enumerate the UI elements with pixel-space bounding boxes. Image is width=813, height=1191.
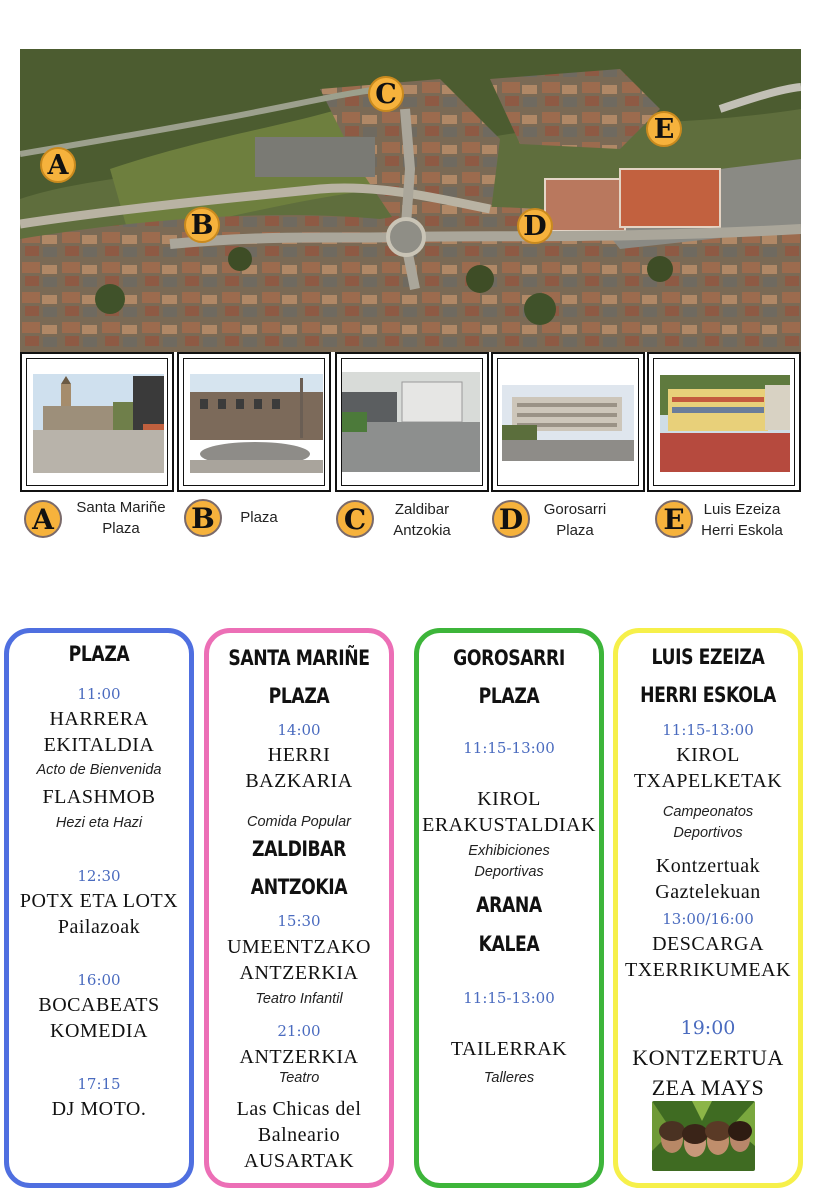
- column-subtitle: PLAZA: [478, 684, 540, 708]
- event-time: 14:00: [277, 721, 321, 739]
- event-time: 13:00/16:00: [662, 910, 754, 928]
- column-title: LUIS EZEIZA: [651, 645, 765, 669]
- event-time: 19:00: [680, 1017, 736, 1039]
- venue-title: ARANA: [476, 893, 542, 917]
- map-marker-d: D: [517, 208, 553, 244]
- event-name: TAILERRAK: [450, 1038, 568, 1060]
- map-marker-e: E: [646, 111, 682, 147]
- legend-label-zaldibar: Zaldibar Antzokia: [393, 501, 451, 539]
- photo-zaldibar-image: [342, 372, 480, 472]
- event-name: DJ MOTO.: [51, 1098, 147, 1120]
- event-time: 11:15-13:00: [662, 721, 754, 739]
- event-time: 11:00: [77, 685, 121, 703]
- map-marker-a: A: [40, 147, 76, 183]
- legend-marker-d: D: [492, 500, 530, 538]
- event-name: KONTZERTUA ZEA MAYS: [632, 1045, 784, 1100]
- event-name: HERRI BAZKARIA: [245, 744, 353, 792]
- aerial-map-image: [20, 49, 801, 352]
- photo-zaldibar-antzokia: [335, 352, 489, 492]
- schedule-column-gorosarri: [414, 628, 604, 1188]
- event-description: Exhibiciones Deportivas: [468, 843, 550, 880]
- legend-label-luis-ezeiza: Luis Ezeiza Herri Eskola: [701, 501, 783, 539]
- event-name: KIROL TXAPELKETAK: [633, 744, 783, 792]
- venue-title: ZALDIBAR: [252, 837, 346, 861]
- event-description: Acto de Bienvenida: [36, 762, 162, 778]
- legend-marker-a: A: [24, 500, 62, 538]
- band-photo-image: [652, 1101, 755, 1171]
- schedule-column-luis-ezeiza: [613, 628, 803, 1188]
- photo-luis-ezeiza-herri-eskola: [647, 352, 801, 492]
- photo-santa-marine-plaza: [20, 352, 174, 492]
- column-title: GOROSARRI: [453, 646, 565, 670]
- schedule-column-santa-marine: [204, 628, 394, 1188]
- event-name: KIROL ERAKUSTALDIAK: [422, 788, 596, 836]
- photo-santa-marine-image: [33, 374, 164, 473]
- event-time: 16:00: [77, 971, 121, 989]
- event-name: BOCABEATS KOMEDIA: [38, 994, 160, 1042]
- column-title: SANTA MARIÑE: [228, 646, 370, 670]
- event-name: Las Chicas del Balneario AUSARTAK: [236, 1098, 362, 1172]
- aerial-map: [20, 49, 801, 352]
- event-time: 21:00: [277, 1022, 321, 1040]
- map-marker-b: B: [184, 207, 220, 243]
- event-description: Talleres: [483, 1070, 535, 1086]
- event-time: 11:15-13:00: [463, 989, 555, 1007]
- event-name: Kontzertuak Gaztelekuan: [655, 855, 761, 903]
- event-name: POTX ETA LOTX Pailazoak: [19, 890, 179, 938]
- column-title: PLAZA: [68, 642, 130, 666]
- event-description: Campeonatos Deportivos: [662, 804, 754, 841]
- event-description: Comida Popular: [247, 814, 351, 830]
- photo-plaza: [177, 352, 331, 492]
- event-description: Teatro: [278, 1070, 320, 1086]
- photo-luis-ezeiza-image: [660, 375, 790, 472]
- event-name: ANTZERKIA: [239, 1046, 359, 1068]
- band-photo: [652, 1101, 755, 1171]
- event-time: 11:15-13:00: [463, 739, 555, 757]
- photo-gorosarri-image: [502, 385, 634, 461]
- event-time: 17:15: [77, 1075, 121, 1093]
- column-subtitle: HERRI ESKOLA: [640, 683, 776, 707]
- legend-label-santa-marine: Santa Mariñe Plaza: [76, 499, 166, 537]
- venue-subtitle: ANTZOKIA: [250, 875, 348, 899]
- event-time: 12:30: [77, 867, 121, 885]
- event-description: Hezi eta Hazi: [55, 815, 143, 831]
- event-name: DESCARGA TXERRIKUMEAK: [625, 933, 791, 981]
- schedule-column-plaza: [4, 628, 194, 1188]
- map-marker-c: C: [368, 76, 404, 112]
- legend-label-plaza: Plaza: [240, 509, 278, 526]
- column-subtitle: PLAZA: [268, 684, 330, 708]
- photo-plaza-image: [190, 374, 323, 473]
- legend-label-gorosarri: Gorosarri Plaza: [543, 501, 607, 539]
- photo-gorosarri-plaza: [491, 352, 645, 492]
- event-name: UMEENTZAKO ANTZERKIA: [227, 936, 371, 984]
- legend-marker-e: E: [655, 500, 693, 538]
- legend-marker-b: B: [184, 499, 222, 537]
- event-description: Teatro Infantil: [255, 991, 343, 1007]
- event-time: 15:30: [277, 912, 321, 930]
- legend-marker-c: C: [336, 500, 374, 538]
- venue-subtitle: KALEA: [478, 932, 540, 956]
- event-name: FLASHMOB: [42, 786, 156, 808]
- event-name: HARRERA EKITALDIA: [43, 708, 155, 756]
